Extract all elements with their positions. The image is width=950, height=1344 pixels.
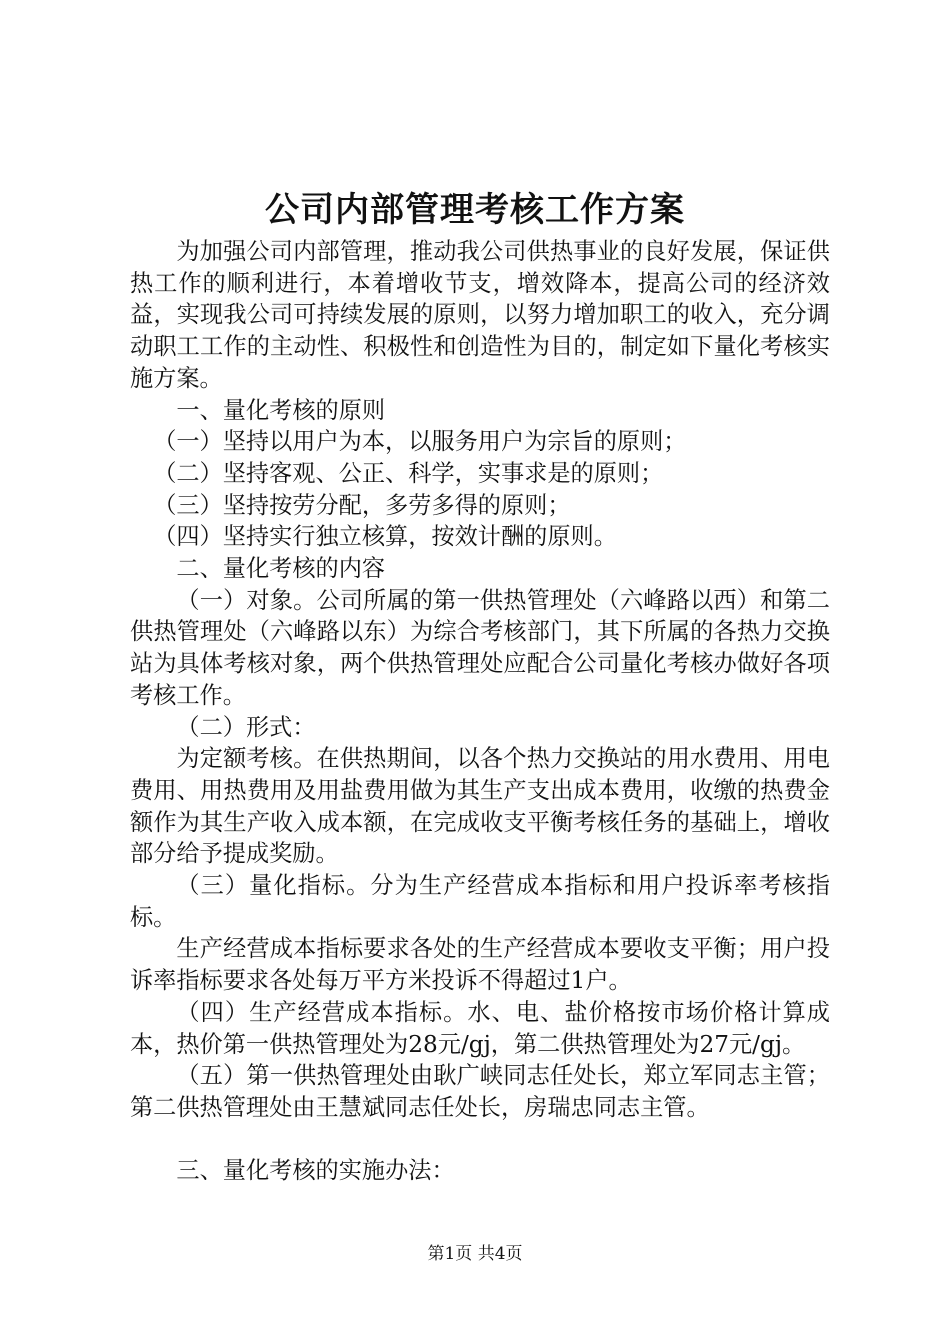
document-body [130, 236, 830, 1187]
form-description: 为定额考核。在供热期间，以各个热力交换站的用水费用、用电费用、用热费用及用盐费用做为其生产支出成本费用，收缴的热费金额作为其生产收入成本额，在完成收支平衡考核任务的基础上，增收部分给予提成奖励。 [130, 745, 830, 868]
content-item-personnel: （五）第一供热管理处由耿广峡同志任处长，郑立军同志主管；第二供热管理处由王慧斌同志任处长，房瑞忠同志主管。 [130, 1062, 830, 1121]
content-item-cost-indicators: （四）生产经营成本指标。水、电、盐价格按市场价格计算成本，热价第一供热管理处为28元/gj，第二供热管理处为27元/gj。 [130, 998, 830, 1058]
principle-item-2: （二）坚持客观、公正、科学，实事求是的原则； [153, 459, 664, 487]
section-heading-principles: 一、量化考核的原则 [176, 396, 386, 424]
principle-item-1: （一）坚持以用户为本，以服务用户为宗旨的原则； [153, 428, 687, 456]
content-item-object: （一）对象。公司所属的第一供热管理处（六峰路以西）和第二供热管理处（六峰路以东）为综合考核部门，其下所属的各热力交换站为具体考核对象，两个供热管理处应配合公司量化考核办做好各项考核工作。 [130, 586, 830, 709]
principle-item-4: （四）坚持实行独立核算，按效计酬的原则。 [153, 523, 617, 551]
blank-line [130, 1124, 830, 1156]
document-title: 公司内部管理考核工作方案 [265, 190, 685, 230]
content-item-indicators: （三）量化指标。分为生产经营成本指标和用户投诉率考核指标。 [130, 872, 830, 931]
indicator-requirements: 生产经营成本指标要求各处的生产经营成本要收支平衡；用户投诉率指标要求各处每万平方米投诉不得超过1户。 [130, 935, 830, 995]
section-heading-content: 二、量化考核的内容 [176, 555, 386, 583]
section-heading-implementation: 三、量化考核的实施办法： [176, 1157, 455, 1185]
page-footer [0, 1242, 950, 1266]
content-item-form: （二）形式： [176, 713, 316, 741]
intro-paragraph: 为加强公司内部管理，推动我公司供热事业的良好发展，保证供热工作的顺利进行，本着增收节支，增效降本，提高公司的经济效益，实现我公司可持续发展的原则，以努力增加职工的收入，充分调动职工工作的主动性、积极性和创造性为目的，制定如下量化考核实施方案。 [130, 238, 830, 392]
page-number: 第1页 共4页 [427, 1244, 523, 1264]
principle-item-3: （三）坚持按劳分配，多劳多得的原则； [153, 491, 571, 519]
